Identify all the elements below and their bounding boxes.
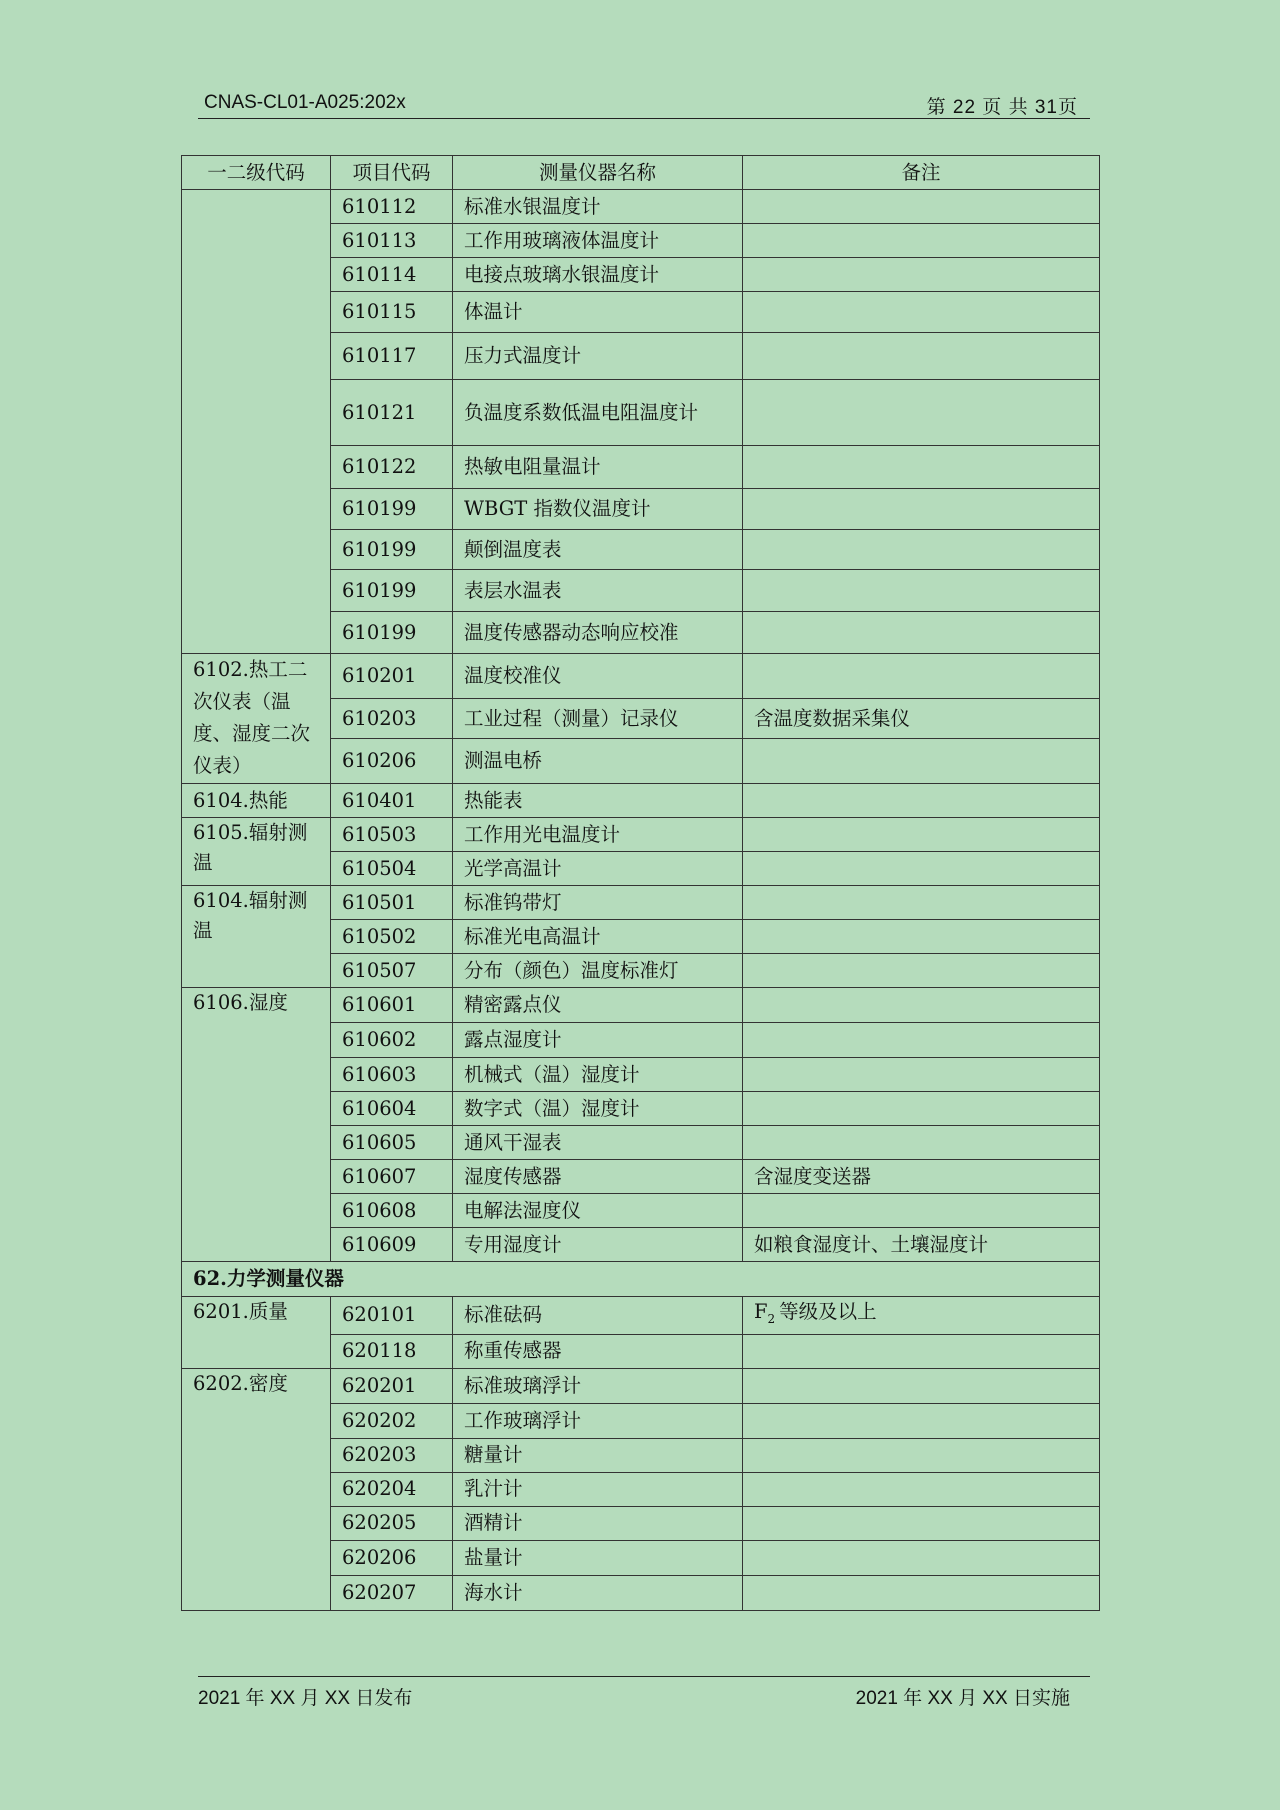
section-row <box>182 1262 1100 1297</box>
instrument-name: 标准光电高温计 <box>453 920 743 954</box>
publish-date: 2021 年 XX 月 XX 日发布 <box>198 1688 413 1709</box>
table-row <box>182 1368 1100 1403</box>
remark <box>743 292 1100 333</box>
instrument-name: 露点湿度计 <box>453 1023 743 1058</box>
implement-date: 2021 年 XX 月 XX 日实施 <box>855 1688 1070 1709</box>
instrument-name: 温度校准仪 <box>453 654 743 699</box>
instrument-name: 电解法湿度仪 <box>453 1194 743 1228</box>
instrument-name: 精密露点仪 <box>453 988 743 1023</box>
remark <box>743 1575 1100 1610</box>
remark <box>743 570 1100 612</box>
instrument-name: 标准砝码 <box>453 1297 743 1335</box>
remark <box>743 1403 1100 1438</box>
instrument-name: 工作玻璃浮计 <box>453 1403 743 1438</box>
item-code: 610607 <box>331 1160 453 1194</box>
remark: 含湿度变送器 <box>743 1160 1100 1194</box>
item-code: 610503 <box>331 818 453 852</box>
instrument-name: 分布（颜色）温度标准灯 <box>453 954 743 988</box>
table-row <box>182 818 1100 852</box>
instrument-name: 颠倒温度表 <box>453 530 743 570</box>
table-row <box>182 988 1100 1023</box>
page-header <box>198 90 1090 119</box>
instrument-name: 湿度传感器 <box>453 1160 743 1194</box>
instrument-name: 热能表 <box>453 784 743 818</box>
item-code: 610401 <box>331 784 453 818</box>
remark <box>743 1058 1100 1092</box>
instrument-name: 光学高温计 <box>453 852 743 886</box>
table-row <box>182 654 1100 699</box>
instrument-name: 盐量计 <box>453 1540 743 1575</box>
level-code-cell: 6102.热工二次仪表（温度、湿度二次仪表） <box>182 654 331 784</box>
instrument-name: 热敏电阻量温计 <box>453 446 743 489</box>
item-code: 620101 <box>331 1297 453 1335</box>
remark-grade-text: 等级及以上 <box>779 1300 877 1323</box>
instrument-name: 压力式温度计 <box>453 333 743 380</box>
remark-grade-subscript: 2 <box>767 1311 776 1326</box>
item-code: 610603 <box>331 1058 453 1092</box>
remark <box>743 1194 1100 1228</box>
remark <box>743 654 1100 699</box>
item-code: 610608 <box>331 1194 453 1228</box>
remark <box>743 1506 1100 1540</box>
level-code-cell: 6104.辐射测温 <box>182 886 331 988</box>
header-instrument-name: 测量仪器名称 <box>453 156 743 190</box>
item-code: 610113 <box>331 224 453 258</box>
header-remarks: 备注 <box>743 156 1100 190</box>
instrument-name: 标准玻璃浮计 <box>453 1368 743 1403</box>
header-level-code: 一二级代码 <box>182 156 331 190</box>
item-code: 610604 <box>331 1092 453 1126</box>
item-code: 610112 <box>331 190 453 224</box>
instrument-name: 测温电桥 <box>453 739 743 784</box>
item-code: 610122 <box>331 446 453 489</box>
item-code: 610117 <box>331 333 453 380</box>
item-code: 610199 <box>331 570 453 612</box>
remark <box>743 1297 1100 1335</box>
remark <box>743 1438 1100 1472</box>
remark <box>743 489 1100 530</box>
instrument-table <box>181 155 1100 1611</box>
item-code: 620206 <box>331 1540 453 1575</box>
instrument-name: 海水计 <box>453 1575 743 1610</box>
item-code: 610206 <box>331 739 453 784</box>
remark <box>743 1334 1100 1368</box>
table-row <box>182 1297 1100 1335</box>
remark <box>743 1368 1100 1403</box>
remark <box>743 1092 1100 1126</box>
item-code: 610115 <box>331 292 453 333</box>
instrument-name: 标准钨带灯 <box>453 886 743 920</box>
page-footer <box>198 1676 1090 1709</box>
item-code: 610609 <box>331 1228 453 1262</box>
item-code: 610502 <box>331 920 453 954</box>
header-item-code: 项目代码 <box>331 156 453 190</box>
item-code: 620204 <box>331 1472 453 1506</box>
instrument-name: 乳汁计 <box>453 1472 743 1506</box>
item-code: 610507 <box>331 954 453 988</box>
level-code-cell: 6104.热能 <box>182 784 331 818</box>
instrument-name: 体温计 <box>453 292 743 333</box>
remark <box>743 446 1100 489</box>
level-code-cell: 6201.质量 <box>182 1297 331 1369</box>
table-row <box>182 784 1100 818</box>
item-code: 620118 <box>331 1334 453 1368</box>
remark: 如粮食湿度计、土壤湿度计 <box>743 1228 1100 1262</box>
instrument-name: 表层水温表 <box>453 570 743 612</box>
item-code: 610601 <box>331 988 453 1023</box>
level-code-cell: 6202.密度 <box>182 1368 331 1610</box>
instrument-name: 标准水银温度计 <box>453 190 743 224</box>
remark <box>743 333 1100 380</box>
instrument-name: 数字式（温）湿度计 <box>453 1092 743 1126</box>
remark <box>743 612 1100 654</box>
remark <box>743 784 1100 818</box>
instrument-name: 电接点玻璃水银温度计 <box>453 258 743 292</box>
item-code: 610114 <box>331 258 453 292</box>
instrument-name: 称重传感器 <box>453 1334 743 1368</box>
table-header-row <box>182 156 1100 190</box>
level-code-cell <box>182 190 331 654</box>
instrument-name: 糖量计 <box>453 1438 743 1472</box>
level-code-cell: 6106.湿度 <box>182 988 331 1262</box>
instrument-name: 温度传感器动态响应校准 <box>453 612 743 654</box>
instrument-name: 负温度系数低温电阻温度计 <box>453 380 743 446</box>
item-code: 610605 <box>331 1126 453 1160</box>
remark: 含温度数据采集仪 <box>743 699 1100 739</box>
instrument-name: 专用湿度计 <box>453 1228 743 1262</box>
item-code: 610501 <box>331 886 453 920</box>
document-code: CNAS-CL01-A025:202x <box>204 92 406 113</box>
instrument-name: 机械式（温）湿度计 <box>453 1058 743 1092</box>
instrument-name: 工作用玻璃液体温度计 <box>453 224 743 258</box>
remark <box>743 224 1100 258</box>
remark <box>743 530 1100 570</box>
table-row <box>182 886 1100 920</box>
item-code: 610602 <box>331 1023 453 1058</box>
remark <box>743 1126 1100 1160</box>
item-code: 620202 <box>331 1403 453 1438</box>
remark <box>743 954 1100 988</box>
remark <box>743 258 1100 292</box>
item-code: 610201 <box>331 654 453 699</box>
item-code: 620205 <box>331 1506 453 1540</box>
item-code: 610504 <box>331 852 453 886</box>
level-code-cell: 6105.辐射测温 <box>182 818 331 886</box>
instrument-name: 工业过程（测量）记录仪 <box>453 699 743 739</box>
instrument-name: 酒精计 <box>453 1506 743 1540</box>
item-code: 620203 <box>331 1438 453 1472</box>
remark <box>743 988 1100 1023</box>
remark <box>743 739 1100 784</box>
instrument-name: 通风干湿表 <box>453 1126 743 1160</box>
remark <box>743 190 1100 224</box>
remark <box>743 920 1100 954</box>
item-code: 610199 <box>331 530 453 570</box>
table-row <box>182 190 1100 224</box>
item-code: 610203 <box>331 699 453 739</box>
item-code: 620207 <box>331 1575 453 1610</box>
item-code: 610199 <box>331 612 453 654</box>
section-title: 62.力学测量仪器 <box>182 1262 1100 1297</box>
instrument-name: WBGT 指数仪温度计 <box>453 489 743 530</box>
remark-grade: F <box>754 1300 768 1323</box>
remark <box>743 1540 1100 1575</box>
remark <box>743 886 1100 920</box>
remark <box>743 1472 1100 1506</box>
instrument-name: 工作用光电温度计 <box>453 818 743 852</box>
item-code: 620201 <box>331 1368 453 1403</box>
remark <box>743 818 1100 852</box>
remark <box>743 380 1100 446</box>
page-number: 第 22 页 共 31页 <box>926 97 1078 118</box>
item-code: 610121 <box>331 380 453 446</box>
remark <box>743 1023 1100 1058</box>
item-code: 610199 <box>331 489 453 530</box>
remark <box>743 852 1100 886</box>
